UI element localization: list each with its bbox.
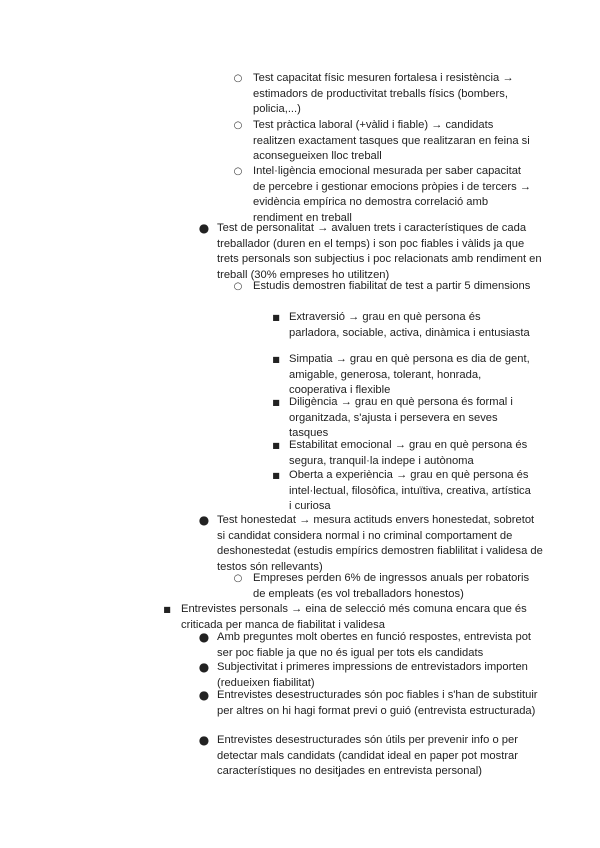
disc-bullet-icon: ● xyxy=(198,221,210,235)
circle-bullet-icon: ○ xyxy=(233,120,243,131)
list-item-text: Test honestedat → mesura actituds envers honestedat, sobretot si candidat considera normal i no criminal comportament de deshonestedat (estudis empírics demostren fiablilitat i validesa de testos són rellevants) xyxy=(217,514,543,573)
disc-bullet-icon: ● xyxy=(198,660,210,674)
circle-bullet-icon: ○ xyxy=(233,166,243,177)
list-item-text: Simpatia → grau en què persona es dia de gent, amigable, generosa, tolerant, honrada, cooperativa i flexible xyxy=(289,353,530,397)
list-item-text: Entrevistes desestructurades són poc fiables i s'han de substituir per altres on hi hagi format previ o guió (entrevista estructurada) xyxy=(217,689,538,717)
list-item-text: Empreses perden 6% de ingressos anuals per robatoris de empleats (es vol treballadors honestos) xyxy=(253,572,530,600)
list-item-text: Test de personalitat → avaluen trets i característiques de cada treballador (duren en el temps) i son poc fiables i vàlids ja que trets personals son subjectius i poc relacionats amb rendiment en treball (30% empreses ho utilitzen) xyxy=(217,222,542,281)
list-item-text: Oberta a experiència → grau en què persona és intel·lectual, filosòfica, intuïtiva, creativa, artística i curiosa xyxy=(289,469,531,513)
list-item-text: Test capacitat físic mesuren fortalesa i resistència → estimadors de productivitat treballs físics (bombers, policia,...) xyxy=(253,72,514,116)
list-item-text: Entrevistes personals → eina de selecció més comuna encara que és criticada per manca de fiabilitat i validesa xyxy=(181,603,527,631)
circle-bullet-icon: ○ xyxy=(233,73,243,84)
list-item-text: Entrevistes desestructurades són útils per prevenir info o per detectar mals candidats (candidat ideal en paper pot mostrar característiques no desitjades en entrevista personal) xyxy=(217,734,518,778)
list-item-text: Estudis demostren fiabilitat de test a partir 5 dimensions xyxy=(253,280,531,292)
square-bullet-icon: ■ xyxy=(272,441,280,450)
list-item-text: Diligència → grau en què persona és formal i organitzada, s'ajusta i persevera en seves tasques xyxy=(289,396,513,440)
disc-bullet-icon: ● xyxy=(198,630,210,644)
disc-bullet-icon: ● xyxy=(198,733,210,747)
square-bullet-icon: ■ xyxy=(163,605,171,614)
circle-bullet-icon: ○ xyxy=(233,573,243,584)
list-item-text: Intel·ligència emocional mesurada per saber capacitat de percebre i gestionar emocions pròpies i de tercers → evidència empírica no demostra correlació amb rendiment en treball xyxy=(253,165,531,224)
list-item-text: Estabilitat emocional → grau en què persona és segura, tranquil·la indepe i autònoma xyxy=(289,439,528,467)
list-item-text: Extraversió → grau en què persona és parladora, sociable, activa, dinàmica i entusiasta xyxy=(289,311,530,339)
disc-bullet-icon: ● xyxy=(198,688,210,702)
list-item-text: Subjectivitat i primeres impressions de entrevistadors importen (redueixen fiabilitat) xyxy=(217,661,528,689)
square-bullet-icon: ■ xyxy=(272,355,280,364)
list-item-text: Amb preguntes molt obertes en funció respostes, entrevista pot ser poc fiable ja que no és igual per tots els candidats xyxy=(217,631,532,659)
circle-bullet-icon: ○ xyxy=(233,281,243,292)
square-bullet-icon: ■ xyxy=(272,471,280,480)
square-bullet-icon: ■ xyxy=(272,313,280,322)
disc-bullet-icon: ● xyxy=(198,513,210,527)
list-item-text: Test pràctica laboral (+vàlid i fiable) → candidats realitzen exactament tasques que realitzaran en feina si aconsegueixen lloc treball xyxy=(253,119,530,163)
square-bullet-icon: ■ xyxy=(272,398,280,407)
